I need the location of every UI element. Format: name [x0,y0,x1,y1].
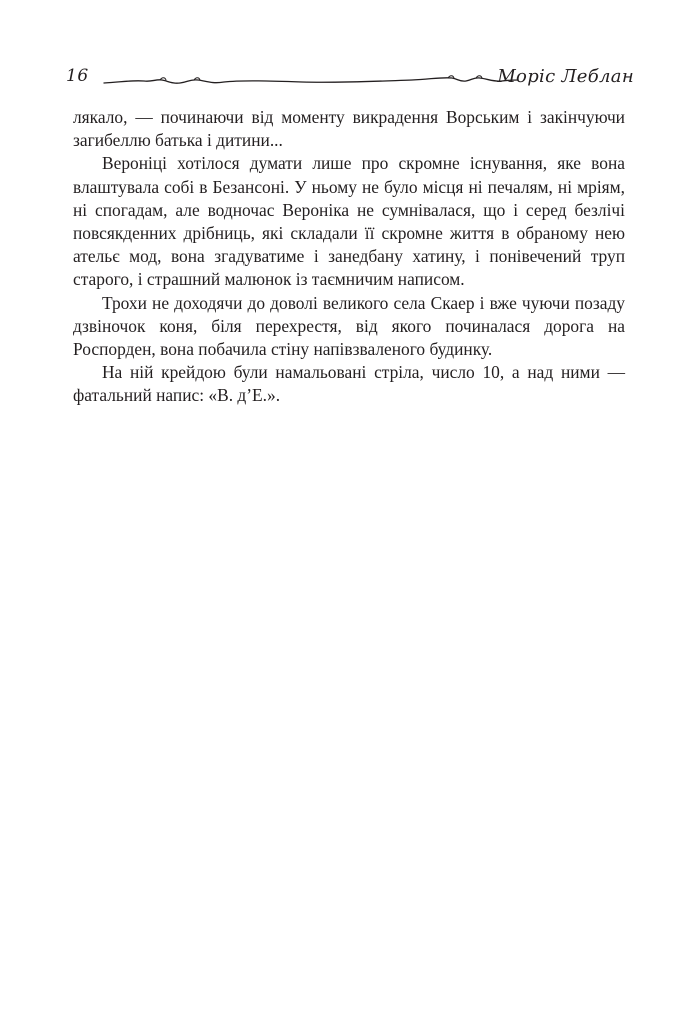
running-author: Моріс Леблан [497,66,634,87]
paragraph: лякало, — починаючи від моменту викрадення Ворським і закінчуючи загибеллю батька і дитини... [73,107,625,151]
page-number: 16 [66,66,89,86]
paragraph: Вероніці хотілося думати лише про скромне існування, яке вона влаштувала собі в Безансоні. У ньому не було місця ні печалям, ні мріям, ні спогадам, але водночас Вероніка не сумнівалася, що і серед безлічі повсякденних дрібниць, які складали її скромне життя в обраному нею ательє мод, вона згадуватиме і занедбану хатину, і понівечений труп старого, і страшний малюнок із таємничим написом. [73,153,625,290]
paragraph: На ній крейдою були намальовані стріла, число 10, а над ними — фатальний напис: «В. д’Е.». [73,362,625,406]
running-header [66,62,634,96]
body-text [73,106,625,408]
paragraph: Трохи не доходячи до доволі великого села Скаер і вже чуючи позаду дзвіночок коня, біля перехрестя, від якого починалася дорога на Роспорден, вона побачила стіну напівзваленого будинку. [73,292,625,360]
decorative-flourish-line [102,68,520,90]
